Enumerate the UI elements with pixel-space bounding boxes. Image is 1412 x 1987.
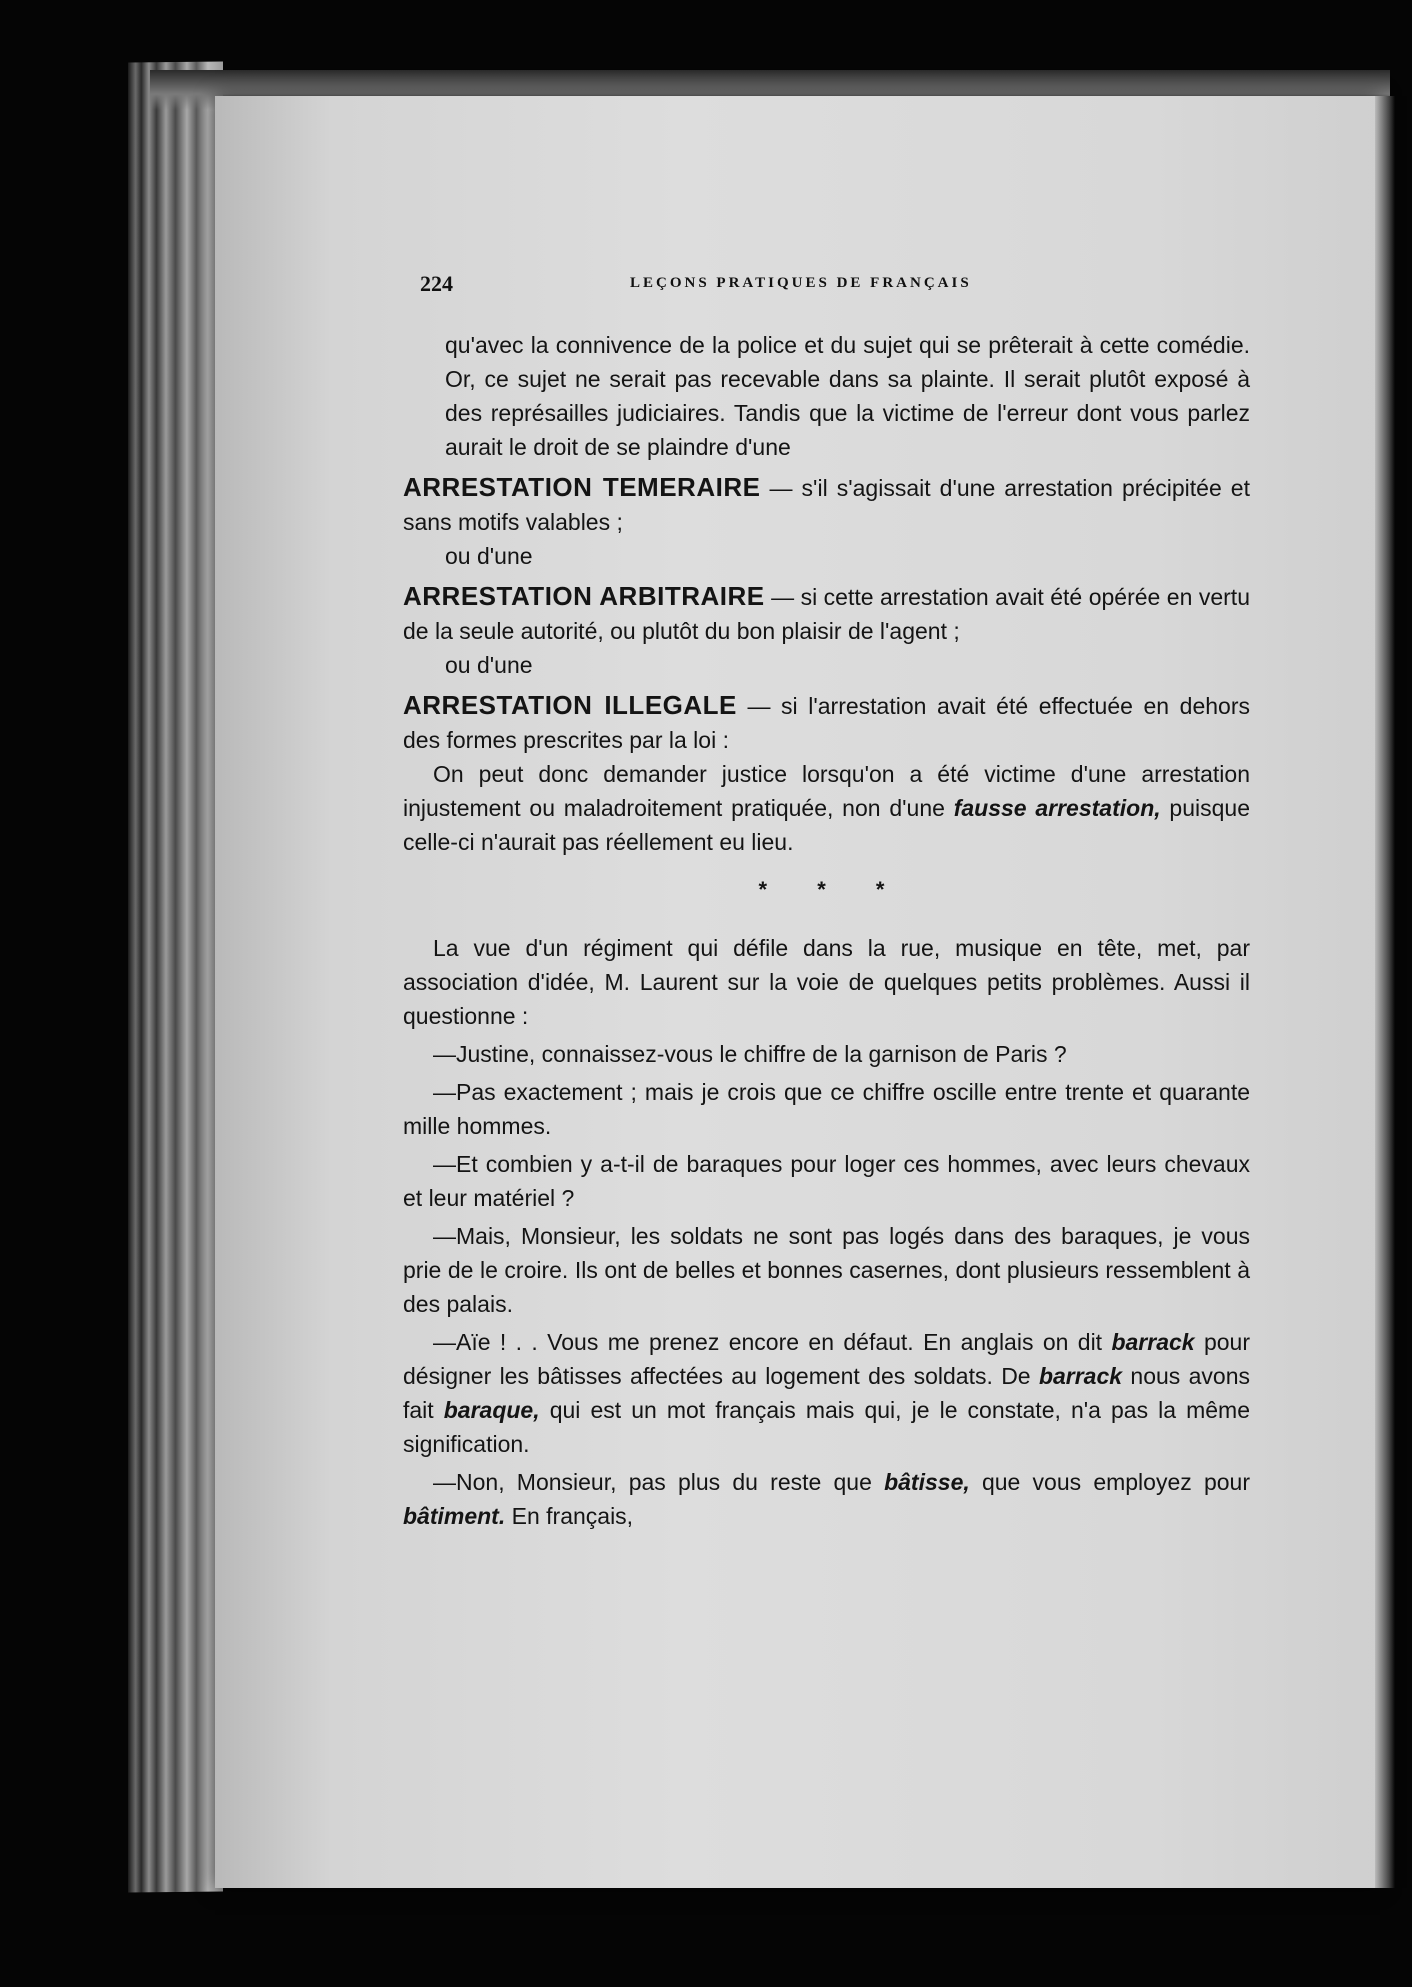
book-binding-edge <box>128 62 223 1893</box>
dialog-text: nous avons fait <box>403 1363 1250 1423</box>
conclusion-italic: fausse arrestation, <box>953 795 1161 821</box>
term-definition: — s'il s'agissait d'une arrestation précipitée et sans motifs valables ; <box>403 475 1250 535</box>
term-temeraire <box>403 470 1250 539</box>
page-number: 224 <box>420 271 453 296</box>
dialog-text: que vous employez pour <box>969 1469 1250 1495</box>
term-definition: — si cette arrestation avait été opérée en vertu de la seule autorité, ou plutôt du bon plaisir de l'agent ; <box>403 584 1250 644</box>
term-illegale <box>403 688 1250 757</box>
term-connector: ou d'une <box>445 652 533 678</box>
conclusion-text: On peut donc demander justice lorsqu'on a été victime d'une arrestation injustement ou maladroitement pratiquée, non d'une <box>403 761 1250 821</box>
term-label: ARRESTATION TEMERAIRE <box>403 472 761 502</box>
dialog-italic: barrack <box>1111 1329 1195 1355</box>
page-header <box>420 271 1250 301</box>
term-label: ARRESTATION ARBITRAIRE <box>403 581 765 611</box>
dialog-line: —Justine, connaissez-vous le chiffre de la garnison de Paris ? <box>433 1041 1067 1067</box>
conclusion-paragraph <box>403 757 1250 859</box>
page-body <box>403 328 1250 1533</box>
dialog-text: —Aïe ! . . Vous me prenez encore en défaut. En anglais on dit <box>433 1329 1112 1355</box>
term-definition: — si l'arrestation avait été effectuée en dehors des formes prescrites par la loi : <box>403 693 1250 753</box>
section-separator: * * * <box>758 877 907 902</box>
dialog-text: —Non, Monsieur, pas plus du reste que <box>433 1469 885 1495</box>
conclusion-text-end: puisque celle-ci n'aurait pas réellement eu lieu. <box>403 795 1250 855</box>
dialog-italic: bâtisse, <box>884 1469 970 1495</box>
dialog-text: qui est un mot français mais qui, je le constate, n'a pas la même signification. <box>403 1397 1250 1457</box>
term-arbitraire <box>403 579 1250 648</box>
term-label: ARRESTATION ILLEGALE <box>403 690 737 720</box>
dialog-line <box>403 1465 1250 1533</box>
page-right-edge <box>1375 96 1395 1888</box>
dialog-line <box>403 1325 1250 1461</box>
dialog-text: En français, <box>505 1503 634 1529</box>
running-head: LEÇONS PRATIQUES DE FRANÇAIS <box>630 275 972 291</box>
term-connector: ou d'une <box>445 543 533 569</box>
dialog-italic: barrack <box>1038 1363 1123 1389</box>
dialog-line: —Mais, Monsieur, les soldats ne sont pas logés dans des baraques, je vous prie de le croire. Ils ont de belles et bonnes casernes, dont plusieurs ressemblent à des palais. <box>403 1223 1250 1317</box>
intro-paragraph: qu'avec la connivence de la police et du sujet qui se prêterait à cette comédie. Or, ce sujet ne serait pas recevable dans sa plainte. Il serait plutôt exposé à des représailles judiciaires. Tandis que la victime de l'erreur dont vous parlez aurait le droit de se plaindre d'une <box>445 332 1250 460</box>
dialog-line: —Pas exactement ; mais je crois que ce chiffre oscille entre trente et quarante mille hommes. <box>403 1079 1250 1139</box>
dialog-text: pour désigner les bâtisses affectées au logement des soldats. De <box>403 1329 1250 1389</box>
dialog-italic: bâtiment. <box>403 1503 506 1529</box>
dialog-line: —Et combien y a-t-il de baraques pour loger ces hommes, avec leurs chevaux et leur matériel ? <box>403 1151 1250 1211</box>
section2-intro: La vue d'un régiment qui défile dans la rue, musique en tête, met, par association d'idée, M. Laurent sur la voie de quelques petits problèmes. Aussi il questionne : <box>403 935 1250 1029</box>
dialog-italic: baraque, <box>443 1397 540 1423</box>
